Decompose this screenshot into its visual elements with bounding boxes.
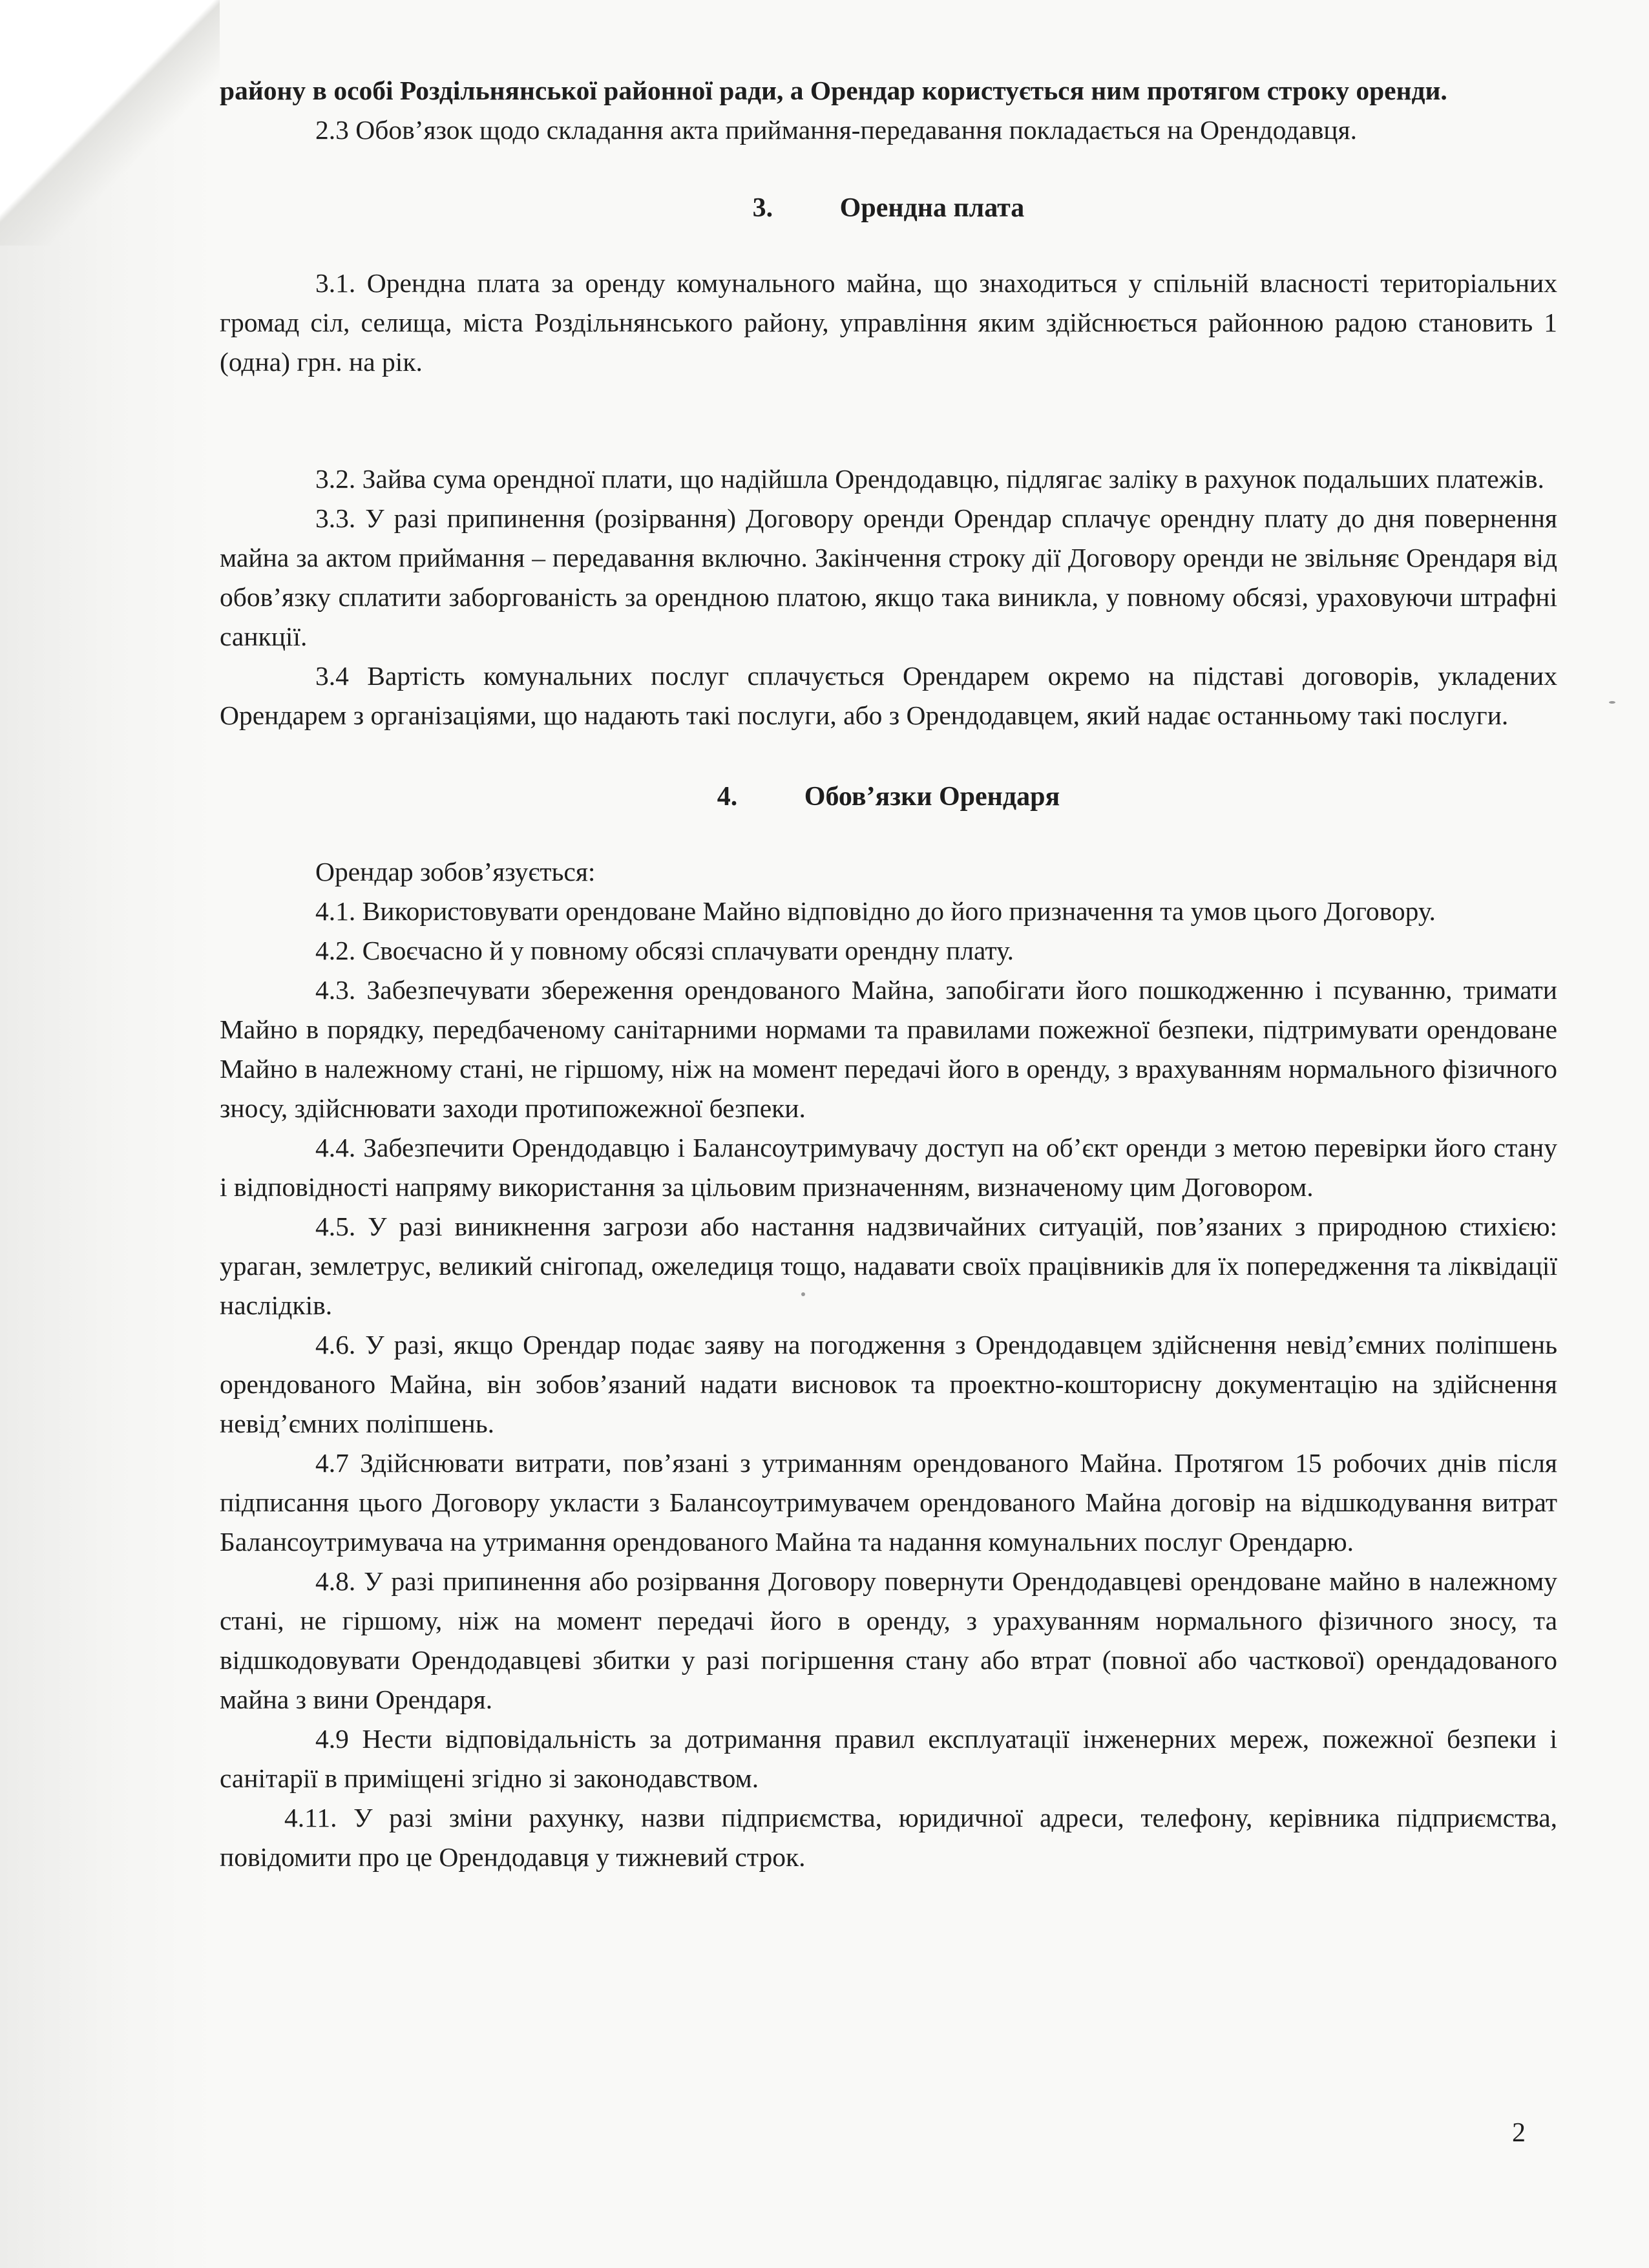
clause-3-3: 3.3. У разі припинення (розірвання) Договору оренди Орендар сплачує орендну плату до дня повернення майна за актом приймання – передавання включно. Закінчення строку дії Договору оренди не звільняє Орендаря від обов’язку сплатити заборгованість за орендною платою, якщо така виникла, у повному обсязі, ураховуючи штрафні санкції.	[220, 503, 1557, 651]
clause-4-11: 4.11. У разі зміни рахунку, назви підприємства, юридичної адреси, телефону, керівника підприємства, повідомити про це Орендодавця у тижневий строк.	[220, 1803, 1557, 1872]
clause-3-1: 3.1. Орендна плата за оренду комунального майна, що знаходиться у спільній власності територіальних громад сіл, селища, міста Роздільнянського району, управління яким здійснюється районною радою становить 1 (одна) грн. на рік.	[220, 268, 1557, 377]
scan-speck	[1609, 701, 1615, 704]
clause-4-4: 4.4. Забезпечити Орендодавцю і Балансоутримувачу доступ на об’єкт оренди з метою перевірки його стану і відповідності напряму використання за цільовим призначенням, визначеному цим Договором.	[220, 1133, 1557, 1202]
clause-4-5: 4.5. У разі виникнення загрози або настання надзвичайних ситуацій, пов’язаних з природною стихією: ураган, землетрус, великий снігопад, ожеледиця тощо, надавати своїх працівників для їх попередження та ліквідації наслідків.	[220, 1212, 1557, 1320]
section-3-number: 3.	[752, 193, 773, 223]
section-4-number: 4.	[717, 782, 738, 812]
section-3-title: Орендна плата	[839, 193, 1025, 223]
clause-4-1: 4.1. Використовувати орендоване Майно відповідно до його призначення та умов цього Договору.	[315, 896, 1436, 926]
clause-2-3: 2.3 Обов’язок щодо складання акта приймання-передавання покладається на Орендодавця.	[315, 115, 1357, 145]
clause-4-6: 4.6. У разі, якщо Орендар подає заяву на погодження з Орендодавцем здійснення невід’ємних поліпшень орендованого Майна, він зобов’язаний надати висновок та проектно-кошторисну документацію на здійснення невід’ємних поліпшень.	[220, 1330, 1557, 1438]
clause-3-4: 3.4 Вартість комунальних послуг сплачується Орендарем окремо на підставі договорів, укладених Орендарем з організаціями, що надають такі послуги, або з Орендодавцем, який надає останньому такі послуги.	[220, 661, 1557, 730]
scan-shadow	[0, 0, 213, 2268]
clause-4-2: 4.2. Своєчасно й у повному обсязі сплачувати орендну плату.	[315, 936, 1014, 965]
continuation-paragraph: району в особі Роздільнянської районної ради, а Орендар користується ним протягом строку оренди.	[220, 76, 1447, 105]
section-4-heading	[220, 777, 1557, 817]
clause-3-2: 3.2. Зайва сума орендної плати, що надійшла Орендодавцю, підлягає заліку в рахунок подальших платежів.	[315, 464, 1544, 494]
section-3-heading	[220, 189, 1557, 228]
page-number: 2	[1512, 2118, 1526, 2148]
clause-4-8: 4.8. У разі припинення або розірвання Договору повернути Орендодавцеві орендоване майно в належному стані, не гіршому, ніж на момент передачі його в оренду, з урахуванням нормального фізичного зносу, та відшкодовувати Орендодавцеві збитки у разі погіршення стану або втрат (повної або часткової) орендадованого майна з вини Орендаря.	[220, 1566, 1557, 1714]
folded-corner	[0, 0, 220, 246]
document-body	[220, 71, 1557, 1877]
section-4-intro: Орендар зобов’язується:	[315, 857, 596, 887]
scan-speck	[801, 1292, 805, 1296]
section-4-title: Обов’язки Орендаря	[804, 782, 1060, 812]
clause-4-3: 4.3. Забезпечувати збереження орендованого Майна, запобігати його пошкодженню і псуванню, тримати Майно в порядку, передбаченому санітарними нормами та правилами пожежної безпеки, підтримувати орендоване Майно в належному стані, не гіршому, ніж на момент передачі його в оренду, з врахуванням нормального фізичного зносу, здійснювати заходи протипожежної безпеки.	[220, 975, 1557, 1123]
clause-4-7: 4.7 Здійснювати витрати, пов’язані з утриманням орендованого Майна. Протягом 15 робочих днів після підписання цього Договору укласти з Балансоутримувачем орендованого Майна договір на відшкодування витрат Балансоутримувача на утримання орендованого Майна та надання комунальних послуг Орендарю.	[220, 1448, 1557, 1557]
clause-4-9: 4.9 Нести відповідальність за дотримання правил експлуатації інженерних мереж, пожежної безпеки і санітарії в приміщені згідно зі законодавством.	[220, 1724, 1557, 1793]
